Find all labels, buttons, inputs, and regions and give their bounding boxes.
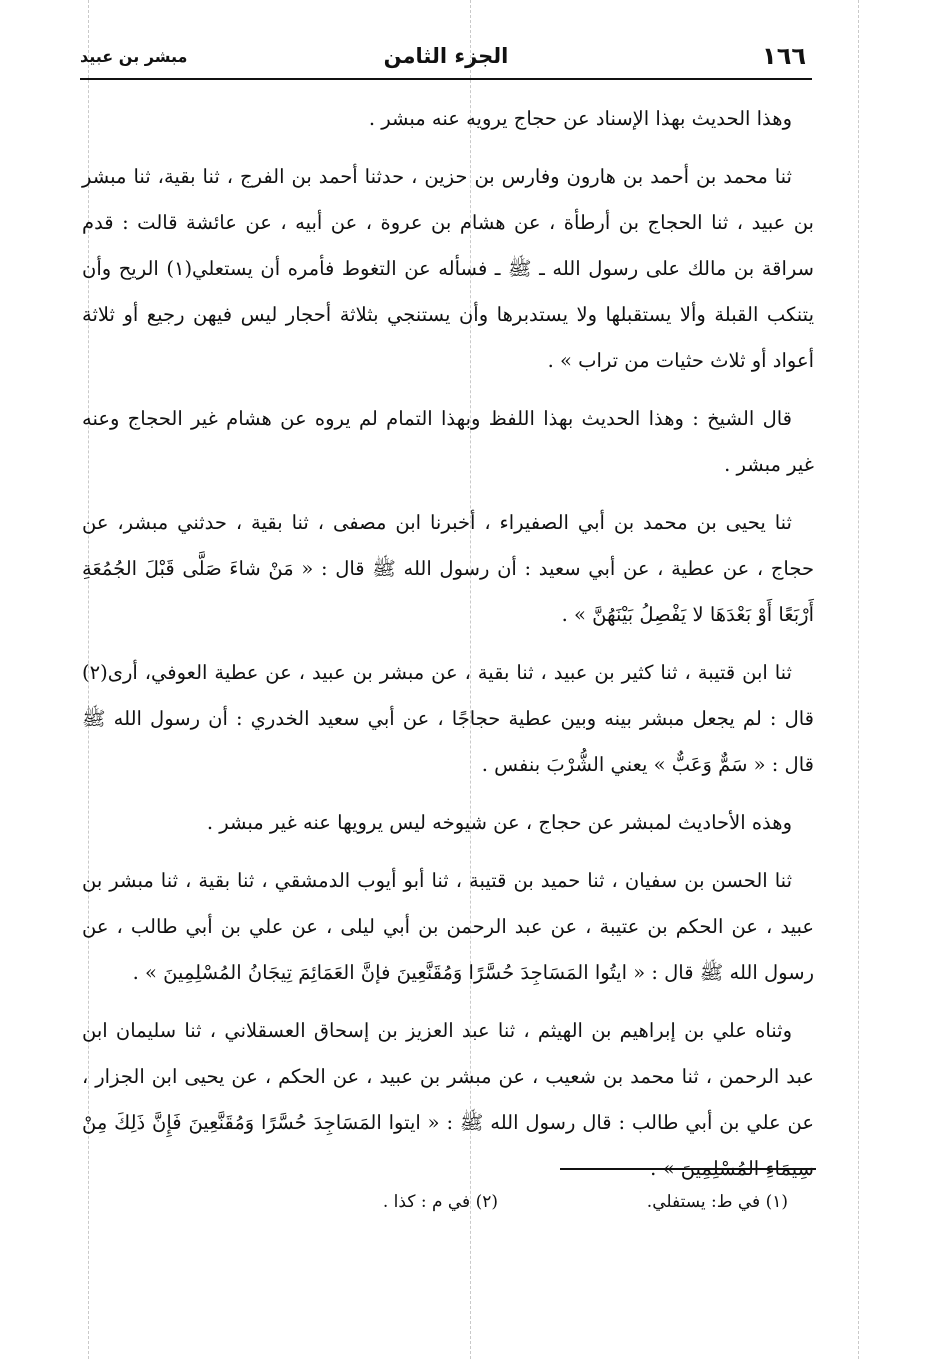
paragraph: وهذه الأحاديث لمبشر عن حجاج ، عن شيوخه ليس يرويها عنه غير مبشر . [206, 811, 792, 834]
narrator-name: مبشر بن عبيد [80, 47, 188, 66]
paragraph: قال الشيخ : وهذا الحديث بهذا اللفظ وبهذا التمام لم يروه عن هشام غير الحجاج وعنه غير مبشر . [82, 407, 814, 476]
footnote-1: (١) في ط: يستفلي. [646, 1192, 788, 1212]
page-number: ١٦٦ [762, 42, 806, 70]
footnote-separator [560, 1168, 816, 1170]
paragraph: ثنا محمد بن أحمد بن هارون وفارس بن حزين ، حدثنا أحمد بن الفرج ، ثنا بقية، ثنا مبشر بن عبيد ، ثنا الحجاج بن أرطأة ، عن هشام بن عروة ، عن أبيه ، عن عائشة قالت : قدم سراقة بن مالك على رسول الله ـ ﷺ ـ فسأله عن التغوط فأمره أن يستعلي(١) الريح وأن يتنكب القبلة وألا يستقبلها ولا يستدبرها وأن يستنجي بثلاثة أحجار ليس فيهن رجيع أو ثلاثة أعواد أو ثلاث حثيات من تراب » . [82, 165, 814, 372]
page-header [80, 38, 812, 80]
footnote-2: (٢) في م : كذا . [382, 1192, 498, 1212]
main-text [82, 96, 814, 1204]
part-title: الجزء الثامن [383, 44, 509, 68]
scan-guide-line [858, 0, 859, 1359]
paragraph: وهذا الحديث بهذا الإسناد عن حجاج يرويه عنه مبشر . [368, 107, 792, 130]
paragraph: ثنا يحيى بن محمد بن أبي الصفيراء ، أخبرنا ابن مصفى ، ثنا بقية ، حدثني مبشر، عن حجاج ، عن عطية ، عن أبي سعيد : أن رسول الله ﷺ قال : « مَنْ شاءَ صَلَّى قَبْلَ الجُمُعَةِ أَرْبَعًا أَوْ بَعْدَهَا لا يَفْصِلُ بَيْنَهُنَّ » . [82, 511, 814, 626]
paragraph: ثنا ابن قتيبة ، ثنا كثير بن عبيد ، ثنا بقية ، عن مبشر بن عبيد ، عن عطية العوفي، أرى(٢) قال : لم يجعل مبشر بينه وبين عطية حجاجًا ، عن أبي سعيد الخدري : أن رسول الله ﷺ قال : « سَمٌّ وَعَبٌّ » يعني الشُّرْبَ بنفس . [82, 661, 814, 776]
paragraph: وثناه علي بن إبراهيم بن الهيثم ، ثنا عبد العزيز بن إسحاق العسقلاني ، ثنا سليمان ابن عبد الرحمن ، ثنا محمد بن شعيب ، عن مبشر بن عبيد ، عن الحكم ، عن يحيى ابن الجزار ، عن علي بن أبي طالب : قال رسول الله ﷺ : « ايتوا المَسَاجِدَ حُسَّرًا وَمُقَنَّعِينَ فَإِنَّ ذَلِكَ مِنْ سِيمَاءِ المُسْلِمِينَ » . [82, 1019, 814, 1180]
paragraph: ثنا الحسن بن سفيان ، ثنا حميد بن قتيبة ، ثنا أبو أيوب الدمشقي ، ثنا بقية ، ثنا مبشر بن عبيد ، عن الحكم بن عتيبة ، عن عبد الرحمن بن أبي ليلى ، عن علي بن أبي طالب ، عن رسول الله ﷺ قال : « ايتُوا المَسَاجِدَ حُسَّرًا وَمُقَنَّعِينَ فإنَّ العَمَائِمَ تِيجَانُ المُسْلِمِينَ » . [82, 869, 814, 984]
footnotes [300, 1192, 788, 1222]
